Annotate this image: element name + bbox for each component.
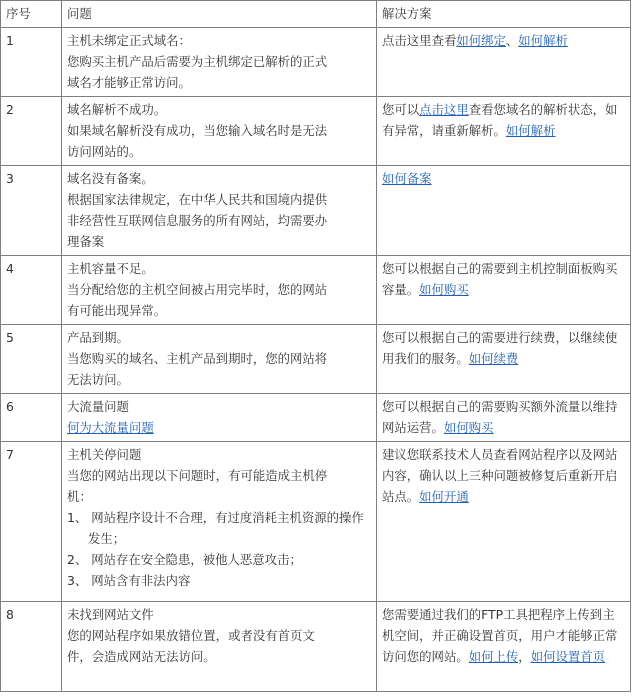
row-number: 4	[1, 256, 62, 325]
solution-cell	[377, 166, 631, 256]
header-problem: 问题	[62, 1, 377, 28]
click-here-link[interactable]: 点击这里	[419, 102, 469, 117]
problem-desc-line: 域名才能够正常访问。	[67, 75, 191, 90]
problem-list-item: 1、 网站程序设计不合理，有过度消耗主机资源的操作发生；	[67, 510, 364, 546]
row-number: 8	[1, 602, 62, 692]
problem-desc-line: 如果域名解析没有成功，当您输入域名时是无法	[67, 123, 328, 138]
how-to-resolve-link[interactable]: 如何解析	[505, 123, 556, 138]
how-to-buy-link[interactable]: 如何购买	[419, 282, 469, 297]
problem-desc-line: 有可能出现异常。	[67, 303, 167, 318]
problem-desc-line: 您的网站程序如果放错位置，或者没有首页文	[67, 628, 315, 643]
solution-cell	[377, 256, 631, 325]
how-to-bind-link[interactable]: 如何绑定	[456, 33, 506, 48]
problem-desc-line: 当您的网站出现以下问题时，有可能造成主机停	[67, 468, 328, 483]
problem-cell	[62, 442, 377, 602]
problem-desc-line: 机：	[67, 489, 92, 504]
problem-list-item: 3、 网站含有非法内容	[67, 573, 191, 588]
table-row	[1, 325, 631, 394]
separator: ，	[518, 649, 531, 664]
solution-text: 查看您域名的解析状态，如有异常，请重新解析。	[382, 102, 618, 138]
header-solution: 解决方案	[377, 1, 631, 28]
header-no: 序号	[1, 1, 62, 28]
row-number: 5	[1, 325, 62, 394]
solution-text: 点击这里查看	[382, 33, 457, 48]
table-row	[1, 602, 631, 692]
solution-text: 您可以	[382, 102, 420, 117]
problem-desc-line: 非经营性互联网信息服务的所有网站，均需要办	[67, 213, 328, 228]
problem-title: 大流量问题	[67, 399, 129, 414]
problem-cell	[62, 325, 377, 394]
problem-cell	[62, 97, 377, 166]
how-to-upload-link[interactable]: 如何上传	[468, 649, 519, 664]
solution-cell	[377, 442, 631, 602]
how-to-buy-link[interactable]: 如何购买	[443, 420, 494, 435]
problem-title: 域名没有备案。	[67, 171, 154, 186]
row-number: 3	[1, 166, 62, 256]
problem-title: 未找到网站文件	[67, 607, 154, 622]
problem-title: 主机未绑定正式域名：	[67, 33, 191, 48]
table-header-row	[1, 1, 631, 28]
problem-title: 主机容量不足。	[67, 261, 154, 276]
problem-list-item: 2、 网站存在安全隐患，被他人恶意攻击；	[67, 552, 302, 567]
solution-text: 您可以根据自己的需要到主机控制面板购买容量。	[382, 261, 618, 297]
solution-cell	[377, 28, 631, 97]
how-to-register-link[interactable]: 如何备案	[382, 171, 432, 186]
row-number: 1	[1, 28, 62, 97]
problem-desc-line: 件，会造成网站无法访问。	[67, 649, 216, 664]
problem-title: 产品到期。	[67, 330, 129, 345]
problem-title: 域名解析不成功。	[67, 102, 167, 117]
solution-cell	[377, 325, 631, 394]
problem-desc-line: 您购买主机产品后需要为主机绑定已解析的正式	[67, 54, 328, 69]
solution-text: 您可以根据自己的需要进行续费，以继续使用我们的服务。	[382, 330, 618, 366]
how-to-activate-link[interactable]: 如何开通	[419, 489, 469, 504]
problem-cell	[62, 394, 377, 442]
solution-cell	[377, 394, 631, 442]
table-row	[1, 256, 631, 325]
row-number: 7	[1, 442, 62, 602]
problem-cell	[62, 28, 377, 97]
row-number: 6	[1, 394, 62, 442]
solution-text: 建议您联系技术人员查看网站程序以及网站内容，确认以上三种问题被修复后重新开启站点。	[382, 447, 618, 504]
solution-cell	[377, 97, 631, 166]
problem-cell	[62, 602, 377, 692]
table-row	[1, 28, 631, 97]
problem-desc-line: 根据国家法律规定，在中华人民共和国境内提供	[67, 192, 328, 207]
table-row	[1, 394, 631, 442]
solution-cell	[377, 602, 631, 692]
how-to-set-homepage-link[interactable]: 如何设置首页	[530, 649, 606, 664]
table-row	[1, 442, 631, 602]
problem-cell	[62, 256, 377, 325]
how-to-resolve-link[interactable]: 如何解析	[518, 33, 568, 48]
problem-desc-line: 无法访问。	[67, 372, 129, 387]
solution-text: 您可以根据自己的需要购买额外流量以维持网站运营。	[382, 399, 618, 435]
problem-desc-line: 当分配给您的主机空间被占用完毕时，您的网站	[67, 282, 328, 297]
problem-cell	[62, 166, 377, 256]
problem-title: 主机关停问题	[67, 447, 142, 462]
problem-desc-line: 当您购买的域名、主机产品到期时，您的网站将	[67, 351, 328, 366]
table-row	[1, 97, 631, 166]
how-to-renew-link[interactable]: 如何续费	[468, 351, 519, 366]
separator: 、	[505, 33, 519, 48]
what-is-heavy-traffic-link[interactable]: 何为大流量问题	[67, 420, 154, 435]
problem-desc-line: 访问网站的。	[67, 144, 142, 159]
problem-desc-line: 理备案	[67, 234, 105, 249]
table-row	[1, 166, 631, 256]
solution-text: 您需要通过我们的FTP工具把程序上传到主机空间，并正确设置首页，用户才能够正常访问您的网站。	[382, 607, 618, 664]
row-number: 2	[1, 97, 62, 166]
